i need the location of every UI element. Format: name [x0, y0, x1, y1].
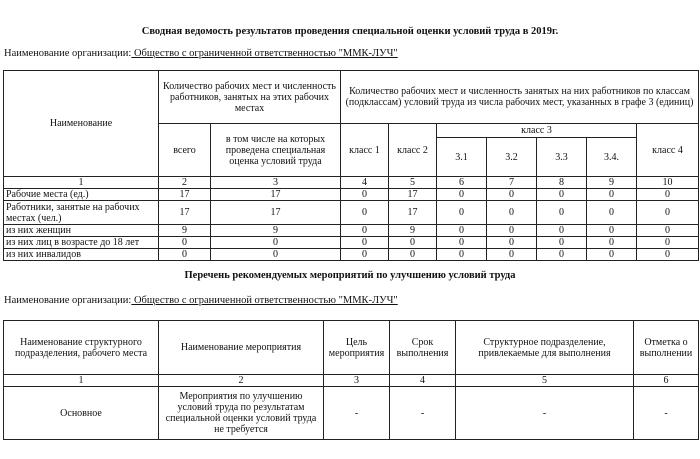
cell-value: 0 [341, 249, 389, 261]
header-by-class: Количество рабочих мест и численность занятых на них работников по классам (подклассам) условий труда из числа рабочих мест, указанных в графе 3 (единиц) [341, 71, 699, 124]
cell-value: 0 [341, 225, 389, 237]
cell-value: 0 [537, 249, 587, 261]
col-number: 8 [537, 177, 587, 189]
col-number: 10 [637, 177, 699, 189]
cell-value: 0 [211, 237, 341, 249]
cell-value: 0 [637, 249, 699, 261]
cell-value: 9 [211, 225, 341, 237]
cell-value: 0 [537, 201, 587, 225]
column-numbers-row [4, 177, 699, 189]
column-numbers-row [4, 375, 699, 387]
header-class3-3: 3.3 [537, 138, 587, 177]
organization-line-2 [4, 295, 398, 306]
col-number: 5 [389, 177, 437, 189]
cell-value: 0 [159, 237, 211, 249]
header-class3-4: 3.4. [587, 138, 637, 177]
summary-table [3, 70, 699, 261]
cell-value: 0 [637, 237, 699, 249]
cell-value: 0 [159, 249, 211, 261]
header-class2: класс 2 [389, 124, 437, 177]
header-name: Наименование [4, 71, 159, 177]
row-label: из них женщин [4, 225, 159, 237]
header-mark: Отметка о выполнении [634, 321, 699, 375]
table-row [4, 225, 699, 237]
header-class4: класс 4 [637, 124, 699, 177]
col-number: 2 [159, 177, 211, 189]
table-row [4, 201, 699, 225]
cell-goal: - [324, 387, 390, 440]
cell-value: 17 [211, 201, 341, 225]
col-number: 6 [634, 375, 699, 387]
cell-value: 0 [437, 201, 487, 225]
cell-value: 0 [341, 201, 389, 225]
header-involved: Структурное подразделение, привлекаемые для выполнения [456, 321, 634, 375]
header-total: всего [159, 124, 211, 177]
col-number: 7 [487, 177, 537, 189]
cell-value: 0 [587, 201, 637, 225]
cell-unit: Основное [4, 387, 159, 440]
header-workplaces: Количество рабочих мест и численность работников, занятых на этих рабочих местах [159, 71, 341, 124]
cell-measure: Мероприятия по улучшению условий труда по результатам специальной оценки условий труда не требуется [159, 387, 324, 440]
cell-value: 0 [487, 237, 537, 249]
row-label: Работники, занятые на рабочих местах (чел.) [4, 201, 159, 225]
cell-value: 17 [211, 189, 341, 201]
cell-value: 0 [487, 189, 537, 201]
col-number: 9 [587, 177, 637, 189]
header-measure: Наименование мероприятия [159, 321, 324, 375]
col-number: 4 [341, 177, 389, 189]
header-unit: Наименование структурного подразделения, рабочего места [4, 321, 159, 375]
cell-value: 0 [437, 249, 487, 261]
organization-name: Общество с ограниченной ответственностью "ММК-ЛУЧ" [131, 48, 398, 59]
cell-value: 0 [487, 225, 537, 237]
header-class3-1: 3.1 [437, 138, 487, 177]
cell-value: 0 [537, 237, 587, 249]
header-assessed: в том числе на которых проведена специальная оценка условий труда [211, 124, 341, 177]
organization-label: Наименование организации: [4, 48, 132, 59]
cell-value: 0 [437, 237, 487, 249]
cell-value: 0 [587, 237, 637, 249]
cell-value: 17 [389, 201, 437, 225]
cell-value: 0 [341, 237, 389, 249]
cell-value: 0 [537, 225, 587, 237]
col-number: 5 [456, 375, 634, 387]
col-number: 2 [159, 375, 324, 387]
cell-value: 17 [159, 189, 211, 201]
measures-table [3, 320, 699, 440]
cell-value: 0 [587, 225, 637, 237]
col-number: 3 [324, 375, 390, 387]
organization-label: Наименование организации: [4, 295, 132, 306]
table-row [4, 189, 699, 201]
col-number: 1 [4, 177, 159, 189]
row-label: из них инвалидов [4, 249, 159, 261]
table-row [4, 387, 699, 440]
col-number: 3 [211, 177, 341, 189]
table-row [4, 237, 699, 249]
cell-value: 9 [159, 225, 211, 237]
cell-value: 0 [341, 189, 389, 201]
cell-deadline: - [390, 387, 456, 440]
cell-mark: - [634, 387, 699, 440]
row-label: из них лиц в возрасте до 18 лет [4, 237, 159, 249]
header-class1: класс 1 [341, 124, 389, 177]
header-class3-2: 3.2 [487, 138, 537, 177]
cell-value: 0 [437, 225, 487, 237]
cell-value: 17 [159, 201, 211, 225]
cell-involved: - [456, 387, 634, 440]
cell-value: 0 [211, 249, 341, 261]
measures-title: Перечень рекомендуемых мероприятий по улучшению условий труда [184, 270, 516, 281]
header-goal: Цель мероприятия [324, 321, 390, 375]
organization-line-1 [4, 48, 398, 59]
cell-value: 0 [389, 249, 437, 261]
col-number: 6 [437, 177, 487, 189]
cell-value: 0 [637, 201, 699, 225]
row-label: Рабочие места (ед.) [4, 189, 159, 201]
organization-name: Общество с ограниченной ответственностью "ММК-ЛУЧ" [131, 295, 398, 306]
cell-value: 0 [437, 189, 487, 201]
header-deadline: Срок выполнения [390, 321, 456, 375]
cell-value: 0 [587, 249, 637, 261]
col-number: 1 [4, 375, 159, 387]
cell-value: 0 [487, 249, 537, 261]
table-row [4, 249, 699, 261]
cell-value: 0 [637, 225, 699, 237]
cell-value: 9 [389, 225, 437, 237]
cell-value: 0 [637, 189, 699, 201]
cell-value: 17 [389, 189, 437, 201]
summary-title: Сводная ведомость результатов проведения специальной оценки условий труда в 2019г. [141, 26, 559, 37]
cell-value: 0 [587, 189, 637, 201]
cell-value: 0 [487, 201, 537, 225]
col-number: 4 [390, 375, 456, 387]
cell-value: 0 [537, 189, 587, 201]
header-class3: класс 3 [437, 124, 637, 138]
cell-value: 0 [389, 237, 437, 249]
